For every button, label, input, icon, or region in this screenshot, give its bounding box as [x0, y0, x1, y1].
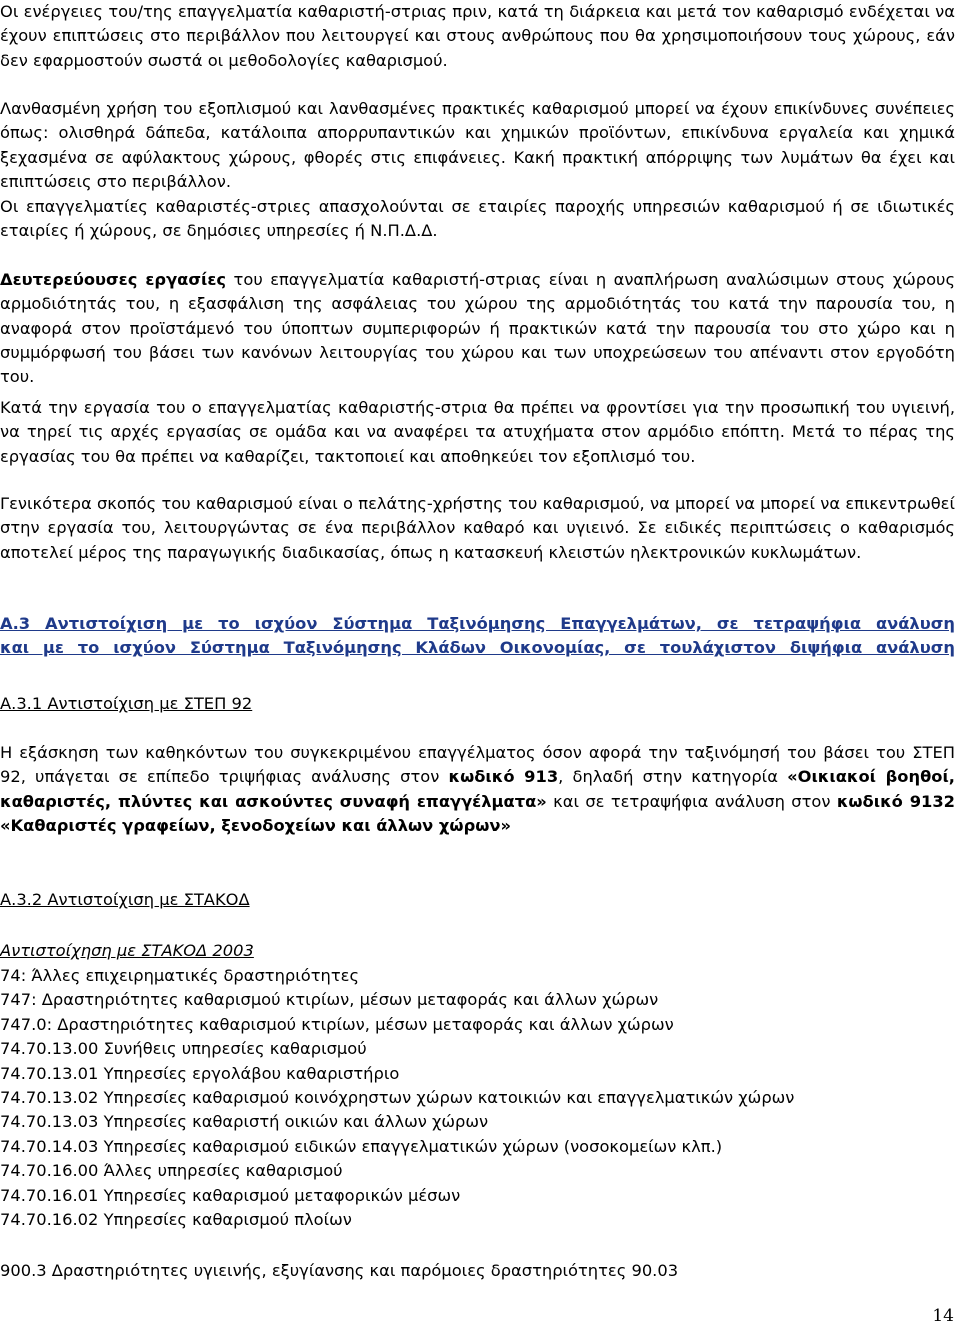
- code-item: 74.70.16.01 Υπηρεσίες καθαρισμού μεταφορικών μέσων: [0, 1185, 461, 1205]
- code-item: 747: Δραστηριότητες καθαρισμού κτιρίων, μέσων μεταφοράς και άλλων χώρων: [0, 990, 659, 1010]
- page-number: 14: [932, 1306, 954, 1326]
- code-item: 74.70.13.02 Υπηρεσίες καθαρισμού κοινόχρηστων χώρων κατοικιών και επαγγελματικών χώρων: [0, 1088, 795, 1108]
- paragraph-environment-impact: Οι ενέργειες του/της επαγγελματία καθαριστή-στριας πριν, κατά τη διάρκεια και μετά τον καθαρισμό ενδέχεται να έχουν επιπτώσεις στο περιβάλλον που λειτουργεί και στους ανθρώπους που θα χρησιμοποιήσουν τους χώρους, εάν δεν εφαρμοστούν σωστά οι μεθοδολογίες καθαρισμού.: [0, 2, 955, 70]
- subsection-step92: Α.3.1 Αντιστοίχιση με ΣΤΕΠ 92: [0, 694, 253, 713]
- code-item: 74.70.13.03 Υπηρεσίες καθαριστή οικιών και άλλων χώρων: [0, 1112, 489, 1132]
- paragraph-wrong-practices: Λανθασμένη χρήση του εξοπλισμού και λανθασμένες πρακτικές καθαρισμού μπορεί να έχουν επικίνδυνες συνέπειες όπως: ολισθηρά δάπεδα, κατάλοιπα απορρυπαντικών και χημικών προϊόντων, επικίνδυνα εργαλεία και χημικά ξεχασμένα σε αφύλακτους χώρους, φθορές στις επιφάνειες. Κακή πρακτική απόρριψης των λυμάτων θα έχει και επιπτώσεις στο περιβάλλον.: [0, 99, 955, 191]
- step-text-1: Η εξάσκηση των καθηκόντων του συγκεκριμένου επαγγέλματος όσον αφορά την ταξινόμησή του βάσει του ΣΤΕΠ 92, υπάγεται σε επίπεδο τριψήφιας ανάλυσης στον: [0, 743, 955, 787]
- step-code-913: κωδικό 913: [448, 767, 559, 787]
- section-heading-line1: Α.3 Αντιστοίχιση με το ισχύον Σύστημα Ταξινόμησης Επαγγελμάτων, σε τετραψήφια ανάλυση: [0, 614, 955, 633]
- paragraph-hygiene: Κατά την εργασία του ο επαγγελματίας καθαριστής-στρια θα πρέπει να φροντίσει για την προσωπική του υγιεινή, να τηρεί τις αρχές εργασίας σε ομάδα και να αναφέρει τα ατυχήματα στον αρμόδιο επόπτη. Μετά το πέρας της εργασίας του θα πρέπει να καθαρίζει, τακτοποιεί και αποθηκεύει τον εξοπλισμό του.: [0, 398, 955, 466]
- step-text-2: , δηλαδή στην κατηγορία: [558, 767, 788, 787]
- stakod-title: Αντιστοίχηση με ΣΤΑΚΟΔ 2003: [0, 941, 254, 960]
- code-item: 74.70.16.00 Άλλες υπηρεσίες καθαρισμού: [0, 1161, 343, 1181]
- step-code-9132: κωδικό 9132 «Καθαριστές γραφείων, ξενοδοχείων και άλλων χώρων»: [0, 791, 956, 835]
- paragraph-secondary-tasks: [0, 268, 955, 389]
- stakod-code-list: [0, 964, 940, 1232]
- secondary-tasks-text: του επαγγελματία καθαριστή-στριας είναι η αναπλήρωση αναλώσιμων στους χώρους αρμοδιότητάς του, η εξασφάλιση της ασφάλειας του χώρου της αρμοδιότητάς του κατά την παρουσία του, η αναφορά στον προϊστάμενό του ύποπτων συμπεριφορών ή πρακτικών κατά την παρουσία του στο χώρο και η συμμόρφωσή του βάσει των κανόνων λειτουργίας του χώρου και των υποχρεώσεων του απέναντι στον εργοδότη του.: [0, 270, 956, 387]
- secondary-tasks-label: Δευτερεύουσες εργασίες: [0, 270, 227, 289]
- paragraph-employment: Οι επαγγελματίες καθαριστές-στριες απασχολούνται σε εταιρίες παροχής υπηρεσιών καθαρισμού ή σε ιδιωτικές εταιρίες ή χώρους, σε δημόσιες υπηρεσίες ή Ν.Π.Δ.Δ.: [0, 197, 955, 241]
- step-category-913: «Οικιακοί βοηθοί, καθαριστές, πλύντες και ασκούντες συναφή επαγγέλματα»: [0, 767, 955, 811]
- code-item: 74.70.13.01 Υπηρεσίες εργολάβου καθαριστήριο: [0, 1063, 400, 1083]
- step-text-3: και σε τετραψήφια ανάλυση στον: [546, 791, 837, 811]
- subsection-stakod: Α.3.2 Αντιστοίχιση με ΣΤΑΚΟΔ: [0, 890, 250, 909]
- paragraph-purpose: Γενικότερα σκοπός του καθαρισμού είναι ο πελάτης-χρήστης του καθαρισμού, να μπορεί να μπορεί να επικεντρωθεί στην εργασία του, λειτουργώντας σε ένα περιβάλλον καθαρό και υγιεινό. Σε ειδικές περιπτώσεις ο καθαρισμός αποτελεί μέρος της παραγωγικής διαδικασίας, όπως η κατασκευή κλειστών ηλεκτρονικών κυκλωμάτων.: [0, 494, 955, 562]
- code-item: 74.70.13.00 Συνήθεις υπηρεσίες καθαρισμού: [0, 1039, 367, 1059]
- code-item: 747.0: Δραστηριότητες καθαρισμού κτιρίων, μέσων μεταφοράς και άλλων χώρων: [0, 1014, 674, 1034]
- code-item: 74.70.14.03 Υπηρεσίες καθαρισμού ειδικών επαγγελματικών χώρων (νοσοκομείων κλπ.): [0, 1136, 723, 1156]
- paragraph-step92: [0, 741, 955, 838]
- footer-activity-line: 900.3 Δραστηριότητες υγιεινής, εξυγίανσης και παρόμοιες δραστηριότητες 90.03: [0, 1261, 679, 1280]
- section-heading-line2: και με το ισχύον Σύστημα Ταξινόμησης Κλάδων Οικονομίας, σε τουλάχιστον διψήφια ανάλυση: [0, 638, 955, 657]
- code-item: 74.70.16.02 Υπηρεσίες καθαρισμού πλοίων: [0, 1210, 352, 1230]
- code-item: 74: Άλλες επιχειρηματικές δραστηριότητες: [0, 966, 360, 985]
